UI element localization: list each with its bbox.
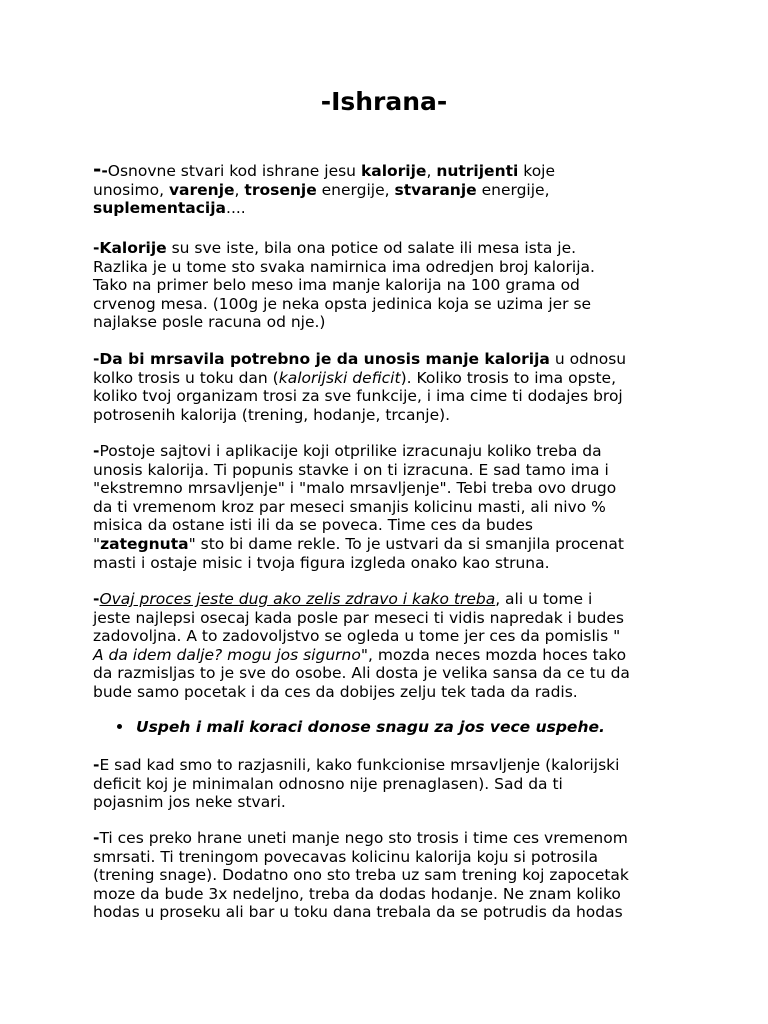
text-line: smrsati. Ti treningom povecavas kolicinu kalorija koju si potrosila bbox=[93, 847, 598, 866]
paragraph-sajtovi bbox=[93, 442, 693, 572]
text-line: hodas u proseku ali bar u toku dana trebala da se potrudis da hodas bbox=[93, 903, 623, 922]
text-line: moze da bude 3x nedeljno, treba da dodas hodanje. Ne znam koliko bbox=[93, 884, 621, 903]
text-line: da ti vremenom kroz par meseci smanjis kolicinu masti, ali nivo % bbox=[93, 497, 606, 516]
text-line: A da idem dalje? mogu jos sigurno", mozda neces mozda hoces tako bbox=[93, 645, 627, 664]
text-line: "ekstremno mrsavljenje" i "malo mrsavljenje". Tebi treba ovo drugo bbox=[93, 479, 617, 498]
text-line: suplementacija.... bbox=[93, 199, 246, 218]
text-line: crvenog mesa. (100g je neka opsta jedinica koja se uzima jer se bbox=[93, 294, 592, 313]
paragraph-razjasnili bbox=[93, 756, 693, 812]
text-line: --Osnovne stvari kod ishrane jesu kalorije, nutrijenti koje bbox=[93, 157, 556, 181]
text-line: -E sad kad smo to razjasnili, kako funkcionise mrsavljenje (kalorijski bbox=[93, 756, 620, 774]
paragraph-intro bbox=[93, 157, 693, 218]
text-line: -Postoje sajtovi i aplikacije koji otprilike izracunaju koliko treba da bbox=[93, 442, 602, 460]
bullet-item: Uspeh i mali koraci donose snagu za jos vece uspehe. bbox=[117, 718, 605, 737]
text-line: -Ovaj proces jeste dug ako zelis zdravo i kako treba, ali u tome i bbox=[93, 590, 593, 608]
text-line: -Ti ces preko hrane uneti manje nego sto trosis i time ces vremenom bbox=[93, 829, 628, 847]
text-line: potrosenih kalorija (trening, hodanje, trcanje). bbox=[93, 405, 451, 424]
text-line: -Kalorije su sve iste, bila ona potice od salate ili mesa ista je. bbox=[93, 239, 577, 257]
document-title: -Ishrana- bbox=[320, 87, 448, 116]
text-line: Tako na primer belo meso ima manje kalorija na 100 grama od bbox=[93, 276, 580, 295]
text-line: misica da ostane isti ili da se poveca. Time ces da budes bbox=[93, 516, 533, 535]
bullet-dot-icon bbox=[117, 724, 122, 729]
dash-mark: - bbox=[93, 157, 102, 181]
text-line: -Da bi mrsavila potrebno je da unosis manje kalorija u odnosu bbox=[93, 350, 627, 368]
text-line: bude samo pocetak i da ces da dobijes zelju tek tada da radis. bbox=[93, 682, 578, 701]
text-line: da razmisljas to je sve do osobe. Ali dosta je velika sansa da ce tu da bbox=[93, 664, 630, 683]
text-line: pojasnim jos neke stvari. bbox=[93, 793, 286, 812]
paragraph-deficit bbox=[93, 350, 693, 424]
text-line: "zategnuta" sto bi dame rekle. To je ustvari da si smanjila procenat bbox=[93, 534, 624, 553]
text-line: Razlika je u tome sto svaka namirnica ima odredjen broj kalorija. bbox=[93, 257, 595, 276]
paragraph-hrana bbox=[93, 829, 693, 922]
text-line: zadovoljna. A to zadovoljstvo se ogleda u tome jer ces da pomislis " bbox=[93, 627, 621, 646]
text-line: (trening snage). Dodatno ono sto treba uz sam trening koj zapocetak bbox=[93, 866, 629, 885]
paragraph-proces bbox=[93, 590, 693, 702]
paragraph-kalorije bbox=[93, 239, 693, 332]
text-line: deficit koj je minimalan odnosno nije prenaglasen). Sad da ti bbox=[93, 774, 563, 793]
text-line: kolko trosis u toku dan (kalorijski deficit). Koliko trosis to ima opste, bbox=[93, 368, 617, 387]
text-line: najlakse posle racuna od nje.) bbox=[93, 313, 326, 332]
text-line: masti i ostaje misic i tvoja figura izgleda onako kao struna. bbox=[93, 553, 550, 572]
text-line: jeste najlepsi osecaj kada posle par meseci ti vidis napredak i budes bbox=[93, 608, 624, 627]
text-line: unosimo, varenje, trosenje energije, stvaranje energije, bbox=[93, 180, 550, 199]
text-line: unosis kalorija. Ti popunis stavke i on ti izracuna. E sad tamo ima i bbox=[93, 460, 609, 479]
text-line: koliko tvoj organizam trosi za sve funkcije, i ima cime ti dodajes broj bbox=[93, 387, 623, 406]
